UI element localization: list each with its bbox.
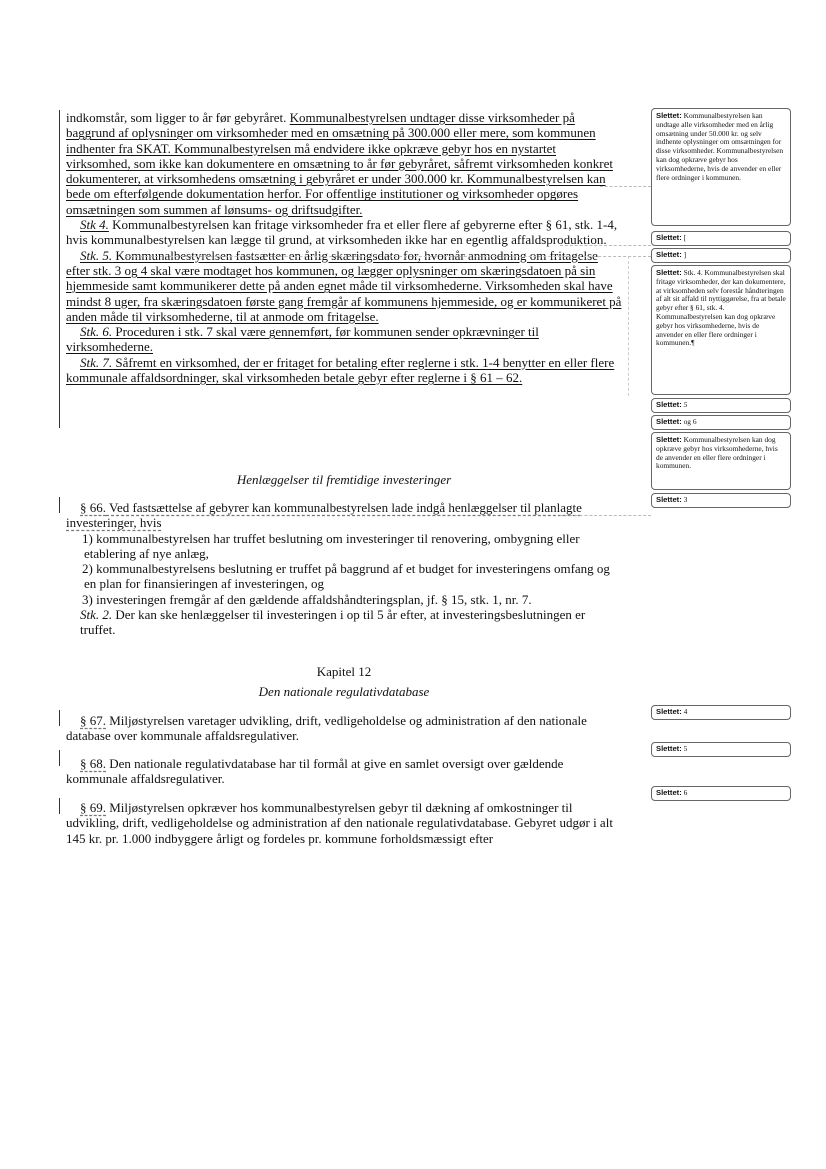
comment-label: Slettet: [656,250,682,259]
comment-text: 4 [683,707,688,716]
comment-text: 3 [683,495,688,504]
chapter-subtitle: Den nationale regulativdatabase [258,684,430,699]
comment-text: Stk. 4. Kommunalbestyrelsen skal fritage virksomheder, der kan dokumentere, at virksomheden selv forestår håndteringen af alt sit affald til nyttiggørelse, fra at betale gebyr efter § 61, stk. 4. Kommunalbestyrelsen kan dog opkræve gebyr hos virksomhederne, hvis de anvender en eller flere ordninger i kommunen.¶ [656,268,786,348]
list-item: 2) kommunalbestyrelsens beslutning er truffet på baggrund af et budget for investeringens omfang og en plan for finansieringen af investeringen, og [82,561,610,592]
comment-label: Slettet: [656,788,682,797]
comment-balloon[interactable] [651,415,791,430]
comment-label: Slettet: [656,417,682,426]
comment-connector [628,256,629,396]
paragraph-68-text: Den nationale regulativdatabase har til formål at give en samlet oversigt over gældende kommunale affaldsregulativer. [66,756,564,787]
stk5-text: Kommunalbestyrelsen fastsætter en årlig skæringsdato for, hvornår anmodning om fritagelse efter stk. 3 og 4 skal være modtaget hos kommunen, og lægger oplysninger om skæringsdatoen på sin hjemmeside samt kommunikerer dette på anden egnet måde til virksomhederne. Virksomheden skal have mindst 8 uger, fra skæringsdatoen første gang fremgår af kommunens hjemmeside, og er kommunikeret på anden måde til virksomhederne, til at anmode om fritagelse. [66,247,622,324]
comment-balloon[interactable] [651,493,791,508]
paragraph-68-number: § 68. [80,756,106,771]
stk6-text: Proceduren i stk. 7 skal være gennemført, før kommunen sender opkrævninger til virksomhederne. [66,324,539,355]
comment-connector [600,186,651,187]
stk6-label: Stk. 6. [80,324,113,340]
chapter-title: Kapitel 12 [316,664,372,679]
stk7-text: Såfremt en virksomhed, der er fritaget for betaling efter reglerne i stk. 1-4 benytter en eller flere kommunale affaldsordninger, skal virksomheden betale gebyr efter reglerne i § 61 – 62. [66,354,615,386]
paragraph-66-number: § 66. [80,500,106,515]
change-bar [59,750,60,766]
paragraph-67-text: Miljøstyrelsen varetager udvikling, drift, vedligeholdelse og administration af den nationale database over kommunale affaldsregulativer. [66,713,587,744]
change-bar [59,710,60,726]
paragraph-65-continuation [66,110,622,385]
change-bar [59,497,60,513]
comment-text: ] [683,250,687,259]
inserted-text: Kommunalbestyrelsen undtager disse virksomheder på baggrund af oplysninger om virksomheder med en omsætning på 300.000 eller mere, som kommunen indhenter fra SKAT. Kommunalbestyrelsen må endvidere ikke opkræve gebyr hos en nystartet virksomhed, som ikke kan dokumentere en omsætning to år før gebyråret, såfremt virksomheden konkret dokumenterer, at virksomhedens omsætning i gebyråret er under 300.000 kr. Kommunalbestyrelsen kan bede om efterfølgende dokumentation herfor. For offentlige institutioner og virksomheder opgøres omsætningen som summen af lønsums- og driftsudgifter. [66,110,613,217]
comment-balloon[interactable] [651,786,791,801]
comment-balloon[interactable] [651,398,791,413]
comment-label: Slettet: [656,400,682,409]
paragraph-67-number: § 67. [80,713,106,728]
comment-label: Slettet: [656,111,682,120]
comment-text: Kommunalbestyrelsen kan dog opkræve gebyr hos virksomhederne, hvis de anvender en eller flere ordninger i kommunen. [656,435,778,471]
change-bar [59,110,60,428]
change-bar [59,798,60,814]
comment-balloon[interactable] [651,742,791,757]
comment-connector [560,245,651,246]
comment-balloon[interactable] [651,432,791,490]
section-heading: Henlæggelser til fremtidige investeringer [236,472,452,487]
comment-text: 5 [683,744,688,753]
paragraph-69-text: Miljøstyrelsen opkræver hos kommunalbestyrelsen gebyr til dækning af omkostninger til udvikling, drift, vedligeholdelse og administration af den nationale regulativdatabase. Gebyret udgør i alt 145 kr. pr. 1.000 indbyggere årligt og fordeles pr. kommune forholdsmæssigt efter [66,800,613,846]
list-item: 3) investeringen fremgår af den gældende affaldshåndteringsplan, jf. § 15, stk. 1, nr. 7. [82,591,532,607]
stk4-label: Stk 4. [80,217,109,233]
comment-balloon[interactable] [651,231,791,246]
comment-connector [560,515,651,516]
paragraph-67 [66,713,622,744]
comment-label: Slettet: [656,233,682,242]
stk2-text: Der kan ske henlæggelser til investeringen i op til 5 år efter, at investeringsbeslutningen er truffet. [80,607,586,638]
list-item: 1) kommunalbestyrelsen har truffet beslutning om investeringer til renovering, ombygning eller etablering af nye anlæg, [82,530,580,561]
paragraph-69-number: § 69. [80,800,106,815]
comment-label: Slettet: [656,268,682,277]
comment-text: [ [683,233,687,242]
comment-balloon[interactable] [651,705,791,720]
paragraph-69 [66,800,622,846]
comment-label: Slettet: [656,495,682,504]
comment-text: og 6 [683,417,697,426]
stk7-label: Stk. 7. [80,354,113,370]
comment-text: 6 [683,788,688,797]
text-plain: indkomstår, som ligger to år før gebyråret. [66,110,290,125]
comment-label: Slettet: [656,744,682,753]
comment-text: Kommunalbestyrelsen kan undtage alle virksomheder med en årlig omsætning under 50.000 kr. og selv indhente oplysninger om omsætningen for disse virksomheder. Kommunalbestyrelsen kan dog opkræve gebyr hos virksomhederne, hvis de anvender en eller flere ordninger i kommunen. [656,111,784,182]
stk4-text: Kommunalbestyrelsen kan fritage virksomheder fra et eller flere af gebyrerne efter § 61, stk. 1-4, hvis kommunalbestyrelsen kan lægge til grund, at virksomheden ikke har en egentlig affaldsproduktion. [66,217,618,248]
comment-balloon[interactable] [651,265,791,395]
comment-label: Slettet: [656,707,682,716]
paragraph-66-text: Ved fastsættelse af gebyrer kan kommunalbestyrelsen lade indgå henlæggelser til planlagte investeringer, hvis [66,500,582,531]
comment-text: 5 [683,400,688,409]
paragraph-68 [66,756,622,787]
comment-label: Slettet: [656,435,682,444]
paragraph-66 [66,500,622,638]
comment-balloon[interactable] [651,248,791,263]
stk2-label: Stk. 2. [80,607,113,623]
stk5-label: Stk. 5. [80,247,113,263]
comment-connector [125,256,651,257]
comment-balloon[interactable] [651,108,791,226]
